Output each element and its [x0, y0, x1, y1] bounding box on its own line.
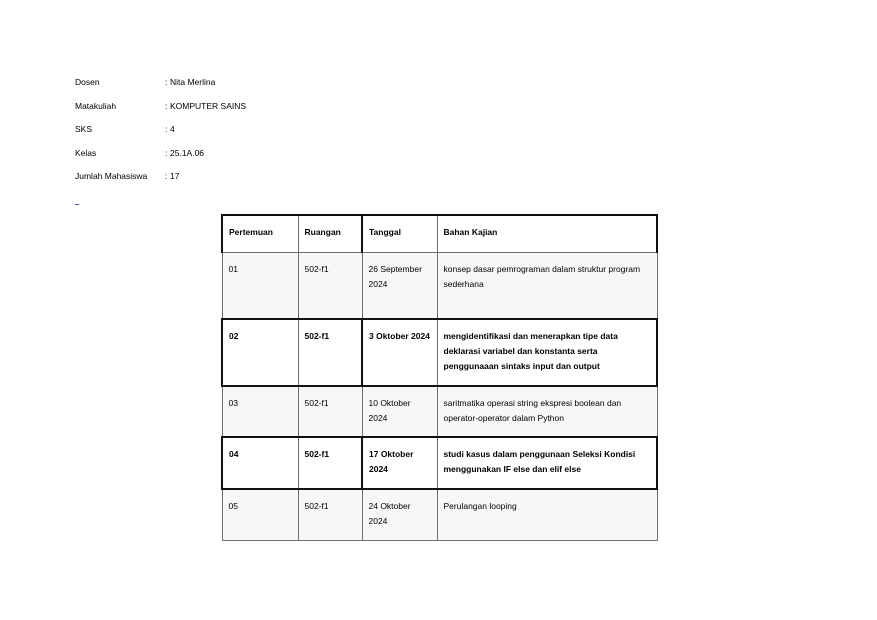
- table-row: [222, 319, 657, 386]
- header-ruangan: Ruangan: [298, 215, 362, 253]
- cell-ruangan: 502-f1: [298, 319, 362, 386]
- cell-bahan-kajian: saritmatika operasi string ekspresi boolean dan operator-operator dalam Python: [437, 386, 657, 437]
- info-separator: :: [165, 77, 168, 87]
- cell-pertemuan: 03: [222, 386, 298, 437]
- info-label: Kelas: [75, 147, 97, 158]
- header-bahan-kajian: Bahan Kajian: [437, 215, 657, 253]
- cell-tanggal: 26 September 2024: [362, 253, 437, 319]
- schedule-table: [221, 214, 658, 541]
- course-info: [75, 77, 246, 195]
- info-separator: :: [165, 171, 168, 182]
- table-header-row: [222, 215, 657, 253]
- cell-pertemuan: 02: [222, 319, 298, 386]
- cell-pertemuan: 05: [222, 489, 298, 541]
- cell-ruangan: 502-f1: [298, 386, 362, 437]
- table-row: [222, 437, 657, 489]
- info-label: Jumlah Mahasiswa: [75, 171, 148, 182]
- cell-tanggal: 3 Oktober 2024: [362, 319, 437, 386]
- info-value: KOMPUTER SAINS: [170, 100, 247, 111]
- info-row-matakuliah: [75, 101, 246, 125]
- cell-ruangan: 502-f1: [298, 489, 362, 541]
- info-separator: :: [165, 147, 168, 158]
- table-row: [222, 386, 657, 437]
- cell-tanggal: 10 Oktober 2024: [362, 386, 437, 437]
- empty-link[interactable]: [75, 196, 79, 205]
- info-value: 17: [170, 171, 180, 182]
- info-row-kelas: [75, 148, 246, 172]
- cell-bahan-kajian: mengidentifikasi dan menerapkan tipe data deklarasi variabel dan konstanta serta penggunaaan sintaks input dan output: [437, 319, 657, 386]
- info-value: 4: [170, 124, 175, 135]
- cell-tanggal: 24 Oktober 2024: [362, 489, 437, 541]
- header-pertemuan: Pertemuan: [222, 215, 298, 253]
- cell-bahan-kajian: Perulangan looping: [437, 489, 657, 541]
- info-row-jumlah-mahasiswa: [75, 171, 246, 195]
- cell-pertemuan: 04: [222, 437, 298, 489]
- info-label: Matakuliah: [75, 100, 117, 111]
- info-separator: :: [165, 124, 168, 135]
- cell-tanggal: 17 Oktober 2024: [362, 437, 437, 489]
- cell-ruangan: 502-f1: [298, 253, 362, 319]
- info-row-sks: [75, 124, 246, 148]
- info-separator: :: [165, 100, 168, 111]
- info-value: 25.1A.06: [170, 147, 205, 158]
- info-label: SKS: [75, 124, 93, 135]
- info-row-dosen: [75, 77, 246, 101]
- header-tanggal: Tanggal: [362, 215, 437, 253]
- cell-bahan-kajian: studi kasus dalam penggunaan Seleksi Kondisi menggunakan IF else dan elif else: [437, 437, 657, 489]
- info-value: Nita Merlina: [170, 77, 216, 87]
- cell-ruangan: 502-f1: [298, 437, 362, 489]
- table-row: [222, 489, 657, 541]
- table-row: [222, 253, 657, 319]
- info-label: Dosen: [75, 77, 100, 87]
- cell-pertemuan: 01: [222, 253, 298, 319]
- cell-bahan-kajian: konsep dasar pemrograman dalam struktur program sederhana: [437, 253, 657, 319]
